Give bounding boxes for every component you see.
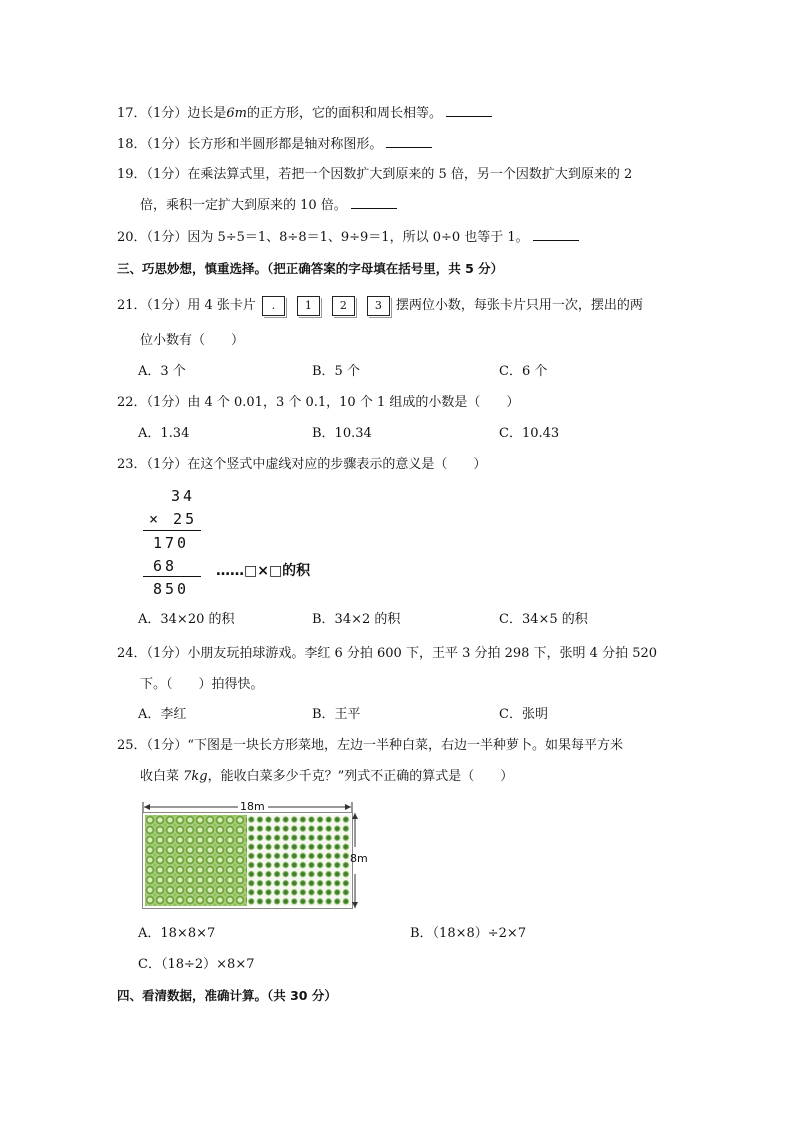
option-c[interactable]: C．6 个 bbox=[499, 364, 548, 379]
question-score: （1分） bbox=[146, 230, 188, 245]
question-number: 23． bbox=[117, 457, 147, 472]
card-2: 2 bbox=[332, 296, 355, 316]
question-24 bbox=[117, 646, 657, 662]
question-text: 收白菜 bbox=[140, 769, 184, 784]
option-b[interactable]: B．（18×8）÷2×7 bbox=[410, 926, 527, 941]
question-text: 在乘法算式里，若把一个因数扩大到原来的 5 倍，另一个因数扩大到原来的 2 bbox=[187, 167, 633, 182]
answer-blank[interactable] bbox=[386, 137, 432, 148]
section-4-heading: 四、看清数据，准确计算。（共 30 分） bbox=[117, 988, 337, 1003]
vertical-row-1: 34 bbox=[171, 487, 196, 505]
radish-area bbox=[247, 815, 351, 906]
height-label: 8m bbox=[350, 852, 368, 865]
answer-blank[interactable] bbox=[533, 230, 579, 241]
question-text: 用 4 张卡片 bbox=[187, 298, 256, 313]
question-text: 长方形和半圆形都是轴对称图形。 bbox=[187, 137, 383, 152]
question-22 bbox=[117, 395, 519, 411]
question-23 bbox=[117, 457, 486, 473]
question-text: 因为 5÷5＝1、8÷8＝1、9÷9＝1，所以 0÷0 也等于 1。 bbox=[187, 230, 529, 245]
cabbage-area bbox=[145, 815, 247, 906]
question-score: （1分） bbox=[146, 646, 188, 661]
question-18 bbox=[117, 137, 432, 153]
dotted-step-note: ……□×□的积 bbox=[216, 563, 311, 579]
rule-line bbox=[143, 530, 201, 531]
unit-text: 7kg bbox=[183, 769, 208, 784]
question-21 bbox=[117, 294, 643, 318]
vertical-multiplication bbox=[143, 483, 333, 600]
option-c[interactable]: C．10.43 bbox=[499, 426, 560, 441]
question-number: 25． bbox=[117, 738, 147, 753]
question-number: 24． bbox=[117, 646, 147, 661]
question-score: （1分） bbox=[146, 395, 188, 410]
question-text: 的正方形，它的面积和周长相等。 bbox=[246, 106, 442, 121]
unit-text: 6m bbox=[226, 106, 247, 121]
option-a[interactable]: A．李红 bbox=[138, 707, 187, 722]
option-b[interactable]: B．10.34 bbox=[312, 426, 372, 441]
question-number: 17． bbox=[117, 106, 147, 121]
question-number: 21． bbox=[117, 298, 147, 313]
question-score: （1分） bbox=[146, 106, 188, 121]
question-19 bbox=[117, 167, 632, 183]
question-score: （1分） bbox=[146, 167, 188, 182]
question-17 bbox=[117, 106, 492, 122]
question-19-line2 bbox=[140, 198, 397, 214]
question-24-line2: 下。（ ）拍得快。 bbox=[140, 677, 264, 692]
question-text: “下图是一块长方形菜地，左边一半种白菜，右边一半种萝卜。如果每平方米 bbox=[187, 738, 623, 753]
option-a[interactable]: A．3 个 bbox=[138, 364, 186, 379]
width-label: 18m bbox=[240, 800, 265, 813]
question-text: 倍，乘积一定扩大到原来的 10 倍。 bbox=[140, 198, 347, 213]
section-3-heading: 三、巧思妙想，慎重选择。（把正确答案的字母填在括号里，共 5 分） bbox=[117, 261, 504, 276]
option-a[interactable]: A．1.34 bbox=[138, 426, 190, 441]
vertical-row-2: × 25 bbox=[149, 510, 198, 528]
question-number: 20． bbox=[117, 230, 147, 245]
answer-blank[interactable] bbox=[446, 106, 492, 117]
question-text: 小朋友玩拍球游戏。李红 6 分拍 600 下，王平 3 分拍 298 下，张明 4 分拍 520 bbox=[187, 646, 658, 661]
question-score: （1分） bbox=[146, 457, 188, 472]
option-c[interactable]: C．张明 bbox=[499, 707, 548, 722]
question-21-line2: 位小数有（ ） bbox=[140, 333, 245, 348]
vegetable-plot-figure bbox=[142, 800, 368, 910]
question-text: 边长是 bbox=[187, 106, 227, 121]
question-25-line2 bbox=[140, 769, 513, 785]
question-number: 19． bbox=[117, 167, 147, 182]
vertical-row-5: 850 bbox=[153, 580, 190, 598]
option-a[interactable]: A．18×8×7 bbox=[138, 926, 216, 941]
plot-rectangle bbox=[142, 812, 353, 909]
question-score: （1分） bbox=[146, 738, 188, 753]
question-score: （1分） bbox=[146, 298, 188, 313]
vertical-row-3: 170 bbox=[153, 534, 190, 552]
question-text: ，能收白菜多少千克？”列式不正确的算式是（ ） bbox=[207, 769, 514, 784]
question-20 bbox=[117, 230, 579, 246]
card-3: 3 bbox=[367, 296, 390, 316]
rule-line bbox=[143, 576, 201, 577]
question-text: 摆两位小数，每张卡片只用一次，摆出的两 bbox=[395, 298, 643, 313]
answer-blank[interactable] bbox=[351, 198, 397, 209]
card-1: 1 bbox=[297, 296, 320, 316]
option-b[interactable]: B．34×2 的积 bbox=[312, 612, 401, 627]
question-text: 在这个竖式中虚线对应的步骤表示的意义是（ ） bbox=[187, 457, 487, 472]
question-score: （1分） bbox=[146, 137, 188, 152]
option-c[interactable]: C．（18÷2）×8×7 bbox=[138, 957, 255, 972]
vertical-row-4: 68 bbox=[153, 557, 178, 575]
question-text: 由 4 个 0.01，3 个 0.1，10 个 1 组成的小数是（ ） bbox=[187, 395, 520, 410]
option-b[interactable]: B．王平 bbox=[312, 707, 361, 722]
option-b[interactable]: B．5 个 bbox=[312, 364, 360, 379]
question-25 bbox=[117, 738, 623, 754]
option-a[interactable]: A．34×20 的积 bbox=[138, 612, 235, 627]
option-c[interactable]: C．34×5 的积 bbox=[499, 612, 588, 627]
card-dot: . bbox=[262, 296, 285, 316]
question-number: 22． bbox=[117, 395, 147, 410]
question-number: 18． bbox=[117, 137, 147, 152]
